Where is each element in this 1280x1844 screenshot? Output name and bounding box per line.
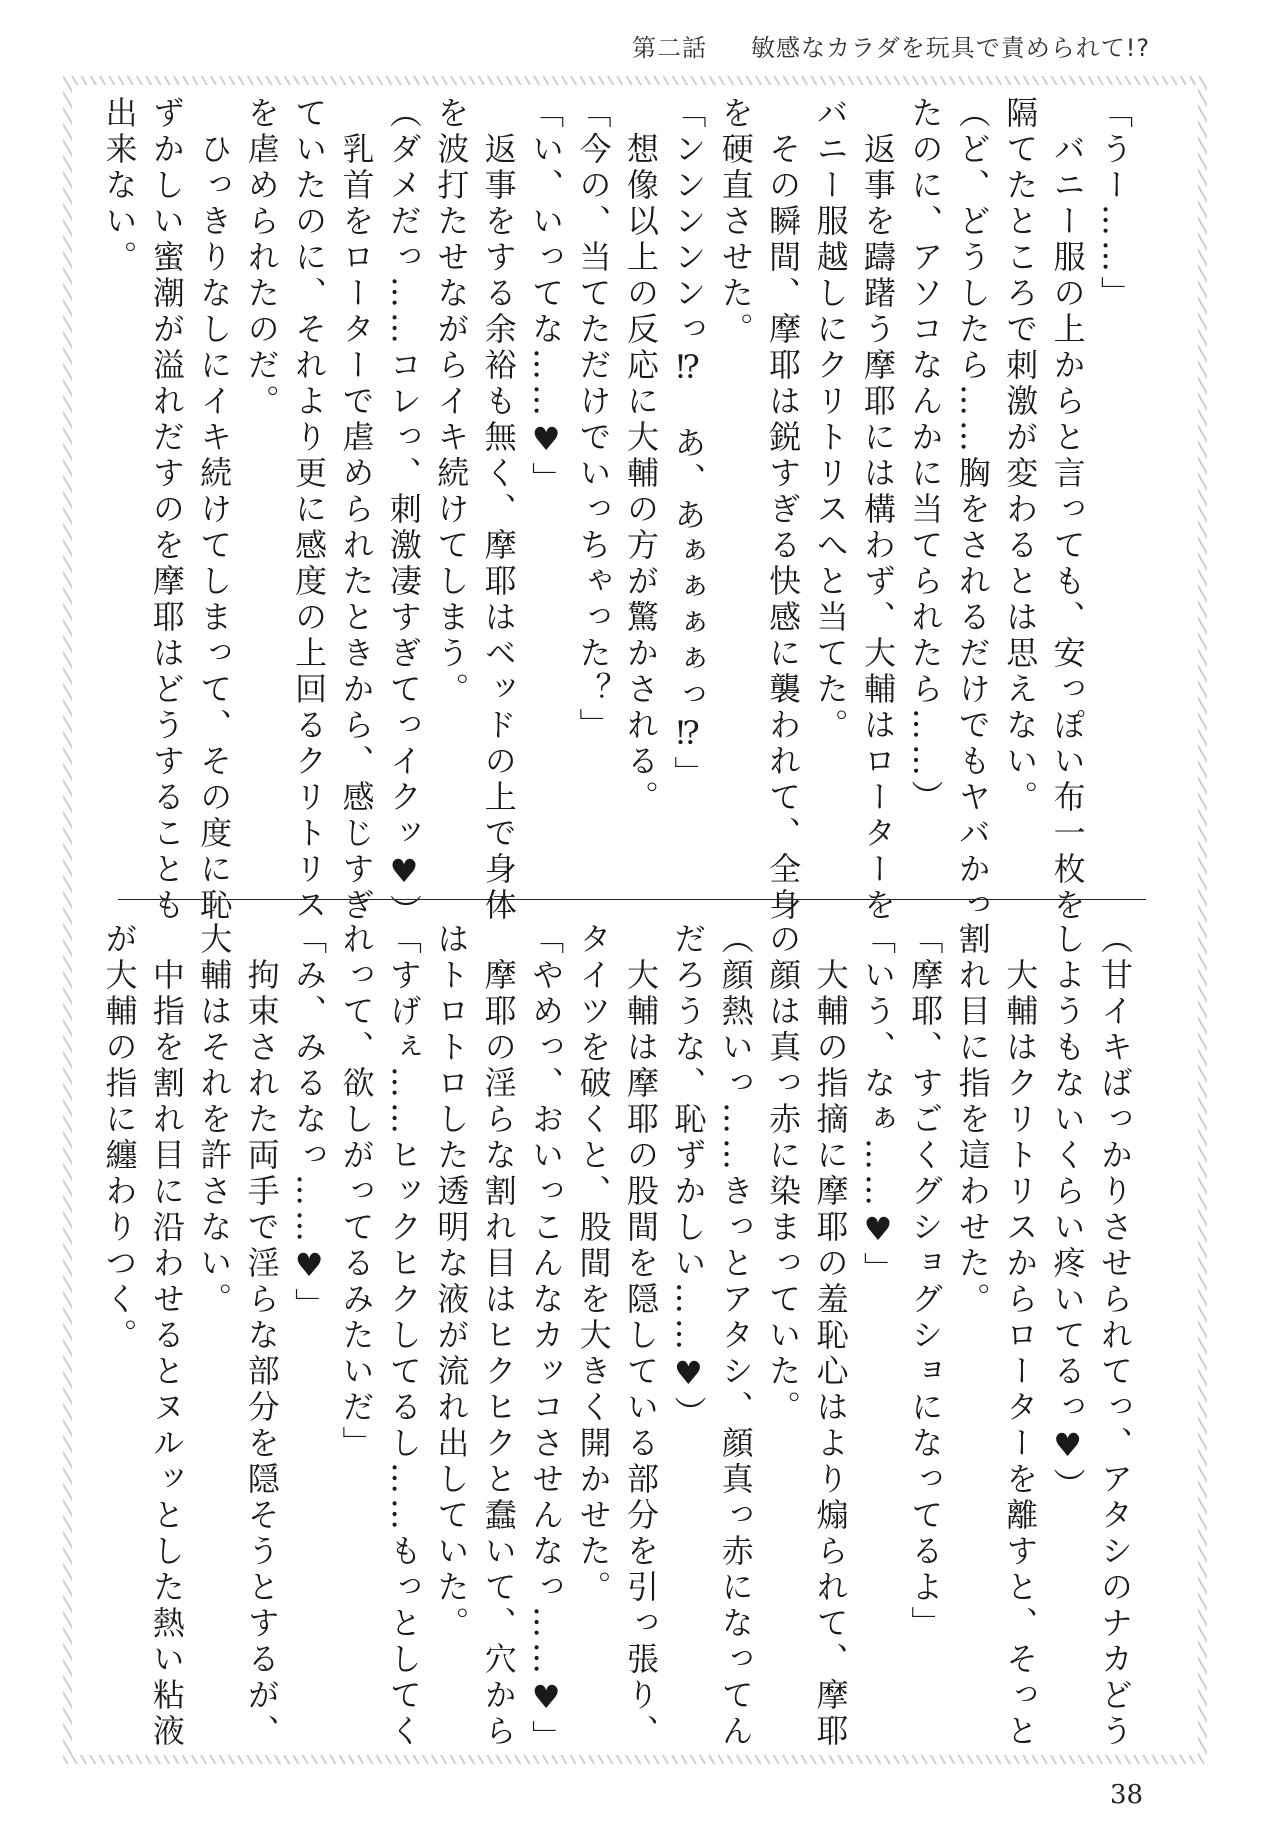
- text-block-bottom: [95, 922, 1138, 1756]
- running-head: [632, 28, 1150, 63]
- text-column: ていたのに、それより更に感度の上回るクリトリス: [290, 96, 329, 924]
- text-column: バニー服の上からと言っても、安っぽい布一枚を: [1048, 96, 1087, 924]
- text-column: を硬直させた。: [716, 96, 755, 348]
- text-column: 中指を割れ目に沿わせるとヌルッとした熱い粘液: [147, 922, 186, 1750]
- text-column: 「み、みるなっ……♥」: [290, 922, 329, 1324]
- text-column: 「すげぇ……ヒックヒクしてるし……もっとしてく: [384, 922, 423, 1750]
- text-column: を波打たせながらイキ続けてしまう。: [432, 96, 471, 708]
- text-column: 大輔の指摘に摩耶の羞恥心はより煽られて、摩耶: [811, 922, 850, 1750]
- text-column: 「いう、なぁ……♥」: [858, 922, 897, 1288]
- text-column: 出来ない。: [100, 96, 139, 276]
- text-column: れって、欲しがってるみたいだ」: [337, 922, 376, 1462]
- text-column: 大輔はそれを許さない。: [195, 922, 234, 1318]
- text-column: 「い、いってな……♥」: [527, 96, 566, 498]
- text-column: 乳首をローターで虐められたときから、感じすぎ: [337, 96, 376, 924]
- text-column: はトロトロした透明な液が流れ出していた。: [432, 922, 471, 1642]
- text-column: 「やめっ、おいっこんなカッコさせんなっ……♥」: [527, 922, 566, 1756]
- text-column: 大輔は摩耶の股間を隠している部分を引っ張り、: [621, 922, 660, 1750]
- text-column: その瞬間、摩耶は鋭すぎる快感に襲われて、全身: [764, 96, 803, 924]
- text-column: タイツを破くと、股間を大きく開かせた。: [574, 922, 613, 1606]
- chapter-label: 第二話: [632, 34, 707, 62]
- text-column: を虐められたのだ。: [242, 96, 281, 420]
- section-divider: [118, 899, 1146, 900]
- text-column: しようもないくらい疼いてるっ♥）: [1048, 922, 1087, 1504]
- text-column: だろうな、恥ずかしい……♥）: [669, 922, 708, 1432]
- text-column: 大輔はクリトリスからローターを離すと、そっと: [1001, 922, 1040, 1750]
- text-column: たのに、アソコなんかに当てられたら……）: [906, 96, 945, 816]
- text-column: 隔てたところで刺激が変わるとは思えない。: [1001, 96, 1040, 816]
- text-block-top: [95, 96, 1138, 930]
- text-column: の顔は真っ赤に染まっていた。: [764, 922, 803, 1426]
- text-column: （ど、どうしたら……胸をされるだけでもヤバかっ: [953, 96, 992, 924]
- text-column: 摩耶の淫らな割れ目はヒクヒクと蠢いて、穴から: [479, 922, 518, 1750]
- text-column: 割れ目に指を這わせた。: [953, 922, 992, 1318]
- chapter-title: 敏感なカラダを玩具で責められて!?: [751, 34, 1151, 62]
- text-column: 拘束された両手で淫らな部分を隠そうとするが、: [242, 922, 281, 1750]
- text-column: 返事をする余裕も無く、摩耶はベッドの上で身体: [479, 96, 518, 924]
- text-column: ひっきりなしにイキ続けてしまって、その度に恥: [195, 96, 234, 924]
- text-column: バニー服越しにクリトリスへと当てた。: [811, 96, 850, 744]
- page-number: 38: [1110, 1780, 1144, 1810]
- text-column: 「ンンンンンっ⁉ あ、あぁぁぁぁっ⁉」: [669, 96, 708, 792]
- text-column: 「摩耶、すごくグショグショになってるよ」: [906, 922, 945, 1642]
- text-column: 「うー……」: [1096, 96, 1134, 312]
- text-column: 想像以上の反応に大輔の方が驚かされる。: [621, 96, 660, 816]
- text-column: 「今の、当てただけでいっちゃった？」: [574, 96, 613, 744]
- text-column: （甘イキばっかりさせられてっ、アタシのナカどう: [1096, 922, 1134, 1750]
- text-column: ずかしい蜜潮が溢れだすのを摩耶はどうすることも: [147, 96, 186, 924]
- text-column: が大輔の指に纏わりつく。: [100, 922, 139, 1354]
- text-column: （顔熱いっ……きっとアタシ、顔真っ赤になってん: [716, 922, 755, 1750]
- text-column: （ダメだっ……コレっ、刺激凄すぎてっイクッ♥）: [384, 96, 423, 930]
- text-column: 返事を躊躇う摩耶には構わず、大輔はローターを: [858, 96, 897, 924]
